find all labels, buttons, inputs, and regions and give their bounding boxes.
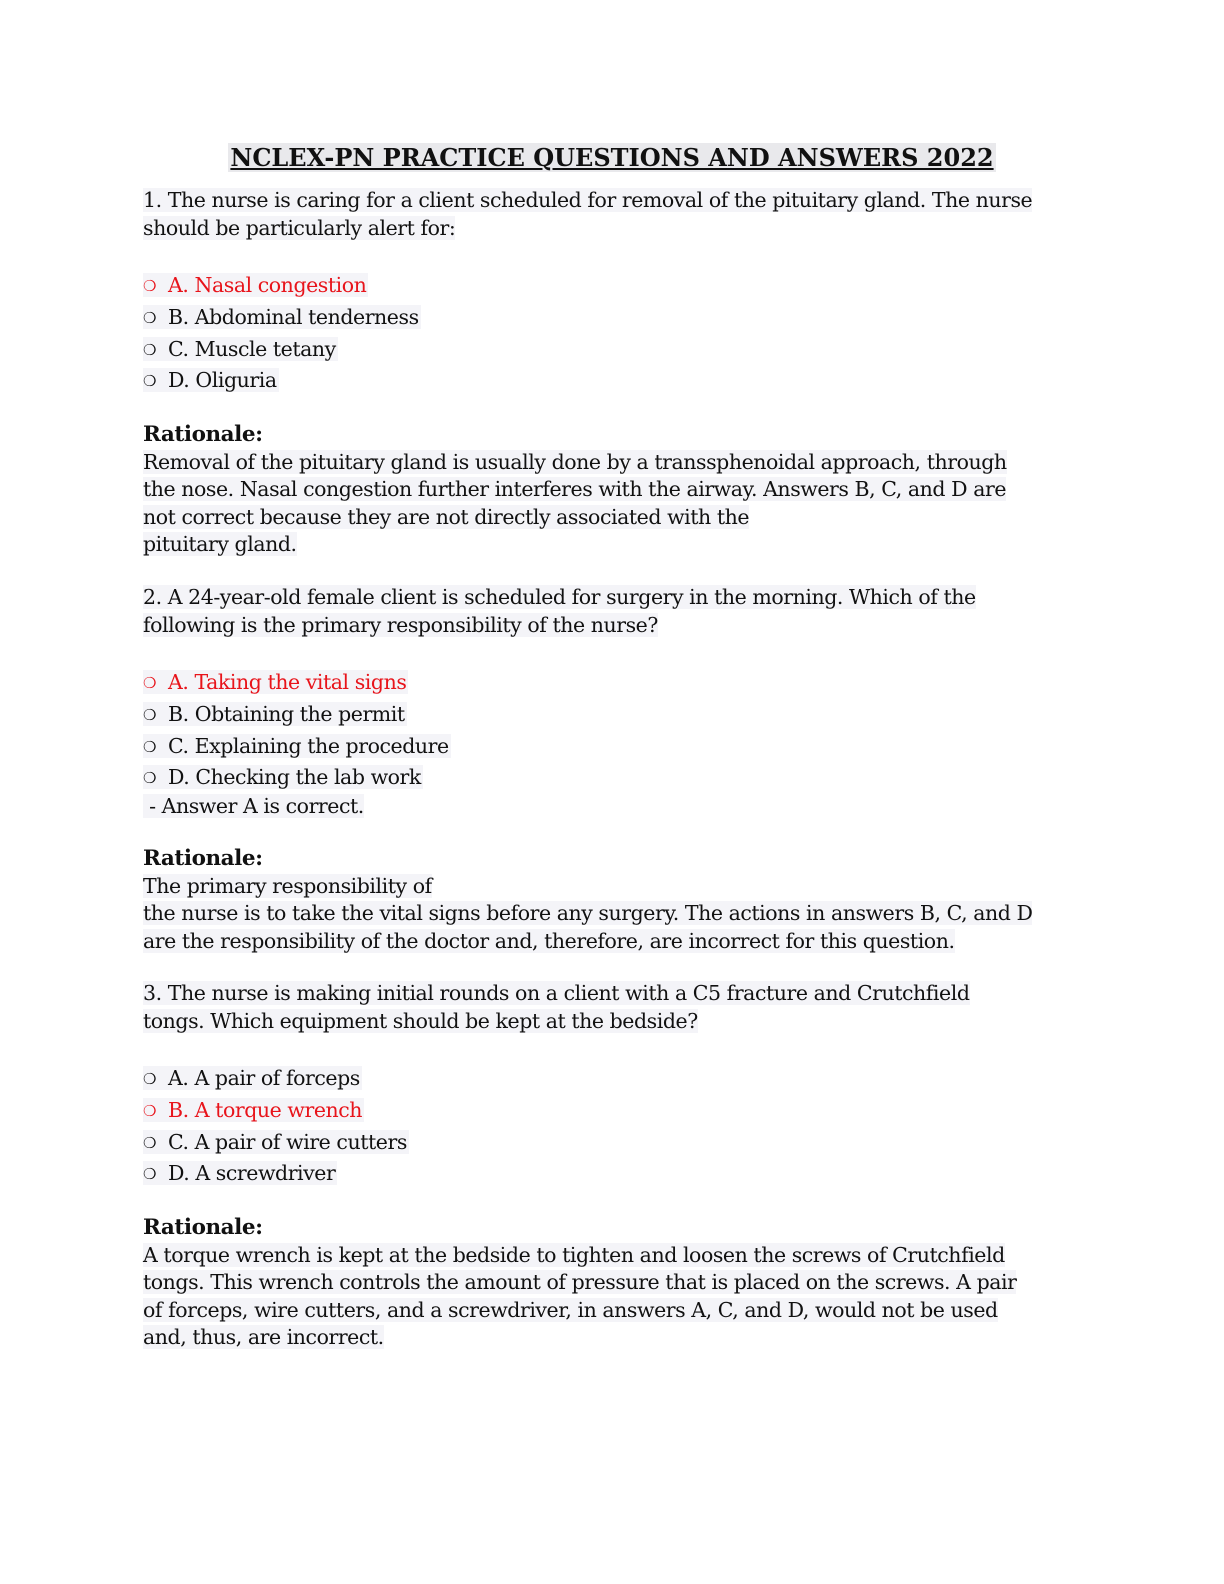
radio-circle-icon: ❍: [143, 340, 156, 359]
option-label: C. Explaining the procedure: [168, 733, 449, 758]
question-2-stem-line-1: 2. A 24-year-old female client is scheduled for surgery in the morning. Which of the: [143, 585, 976, 609]
radio-circle-icon: ❍: [143, 674, 156, 692]
radio-circle-icon: ❍: [143, 277, 156, 295]
option-label: B. Abdominal tenderness: [168, 304, 419, 329]
question-1-rationale: [143, 421, 1073, 559]
rationale-line: are the responsibility of the doctor and, therefore, are incorrect for this question.: [143, 928, 955, 953]
radio-circle-icon: ❍: [143, 737, 156, 756]
rationale-line: of forceps, wire cutters, and a screwdriver, in answers A, C, and D, would not be used: [143, 1297, 998, 1322]
question-2-stem-line-2: following is the primary responsibility of the nurse?: [143, 612, 658, 637]
question-2-option-d: [143, 762, 1073, 794]
option-label: C. Muscle tetany: [168, 336, 336, 361]
question-3-stem: [143, 980, 1073, 1035]
option-label: A. A pair of forceps: [168, 1066, 360, 1090]
question-2-stem: [143, 584, 1073, 639]
radio-circle-icon: ❍: [143, 705, 156, 724]
question-2-option-c: [143, 731, 1073, 763]
question-3-option-a: [143, 1063, 1073, 1095]
rationale-line: tongs. This wrench controls the amount of pressure that is placed on the screws. A pair: [143, 1270, 1017, 1294]
radio-circle-icon: ❍: [143, 372, 156, 391]
question-1-stem-line-2: should be particularly alert for:: [143, 215, 456, 240]
rationale-heading: Rationale:: [143, 1215, 263, 1240]
question-2-option-b: [143, 699, 1073, 731]
option-label: B. A torque wrench: [168, 1097, 363, 1122]
radio-circle-icon: ❍: [143, 1165, 156, 1184]
question-3-stem-line-1: 3. The nurse is making initial rounds on a client with a C5 fracture and Crutchfield: [143, 981, 970, 1005]
rationale-line: the nurse is to take the vital signs before any surgery. The actions in answers B, C, and D: [143, 901, 1033, 925]
option-label: D. A screwdriver: [168, 1161, 336, 1186]
question-3-options: [143, 1063, 1073, 1190]
question-1-options: [143, 270, 1073, 397]
question-1-stem: [143, 187, 1073, 242]
rationale-line: the nose. Nasal congestion further interferes with the airway. Answers B, C, and D are: [143, 477, 1007, 501]
page-title-text: NCLEX-PN PRACTICE QUESTIONS AND ANSWERS 2022: [230, 143, 994, 172]
question-3-stem-line-2: tongs. Which equipment should be kept at the bedside?: [143, 1008, 698, 1033]
radio-circle-icon: ❍: [143, 1133, 156, 1152]
rationale-line: pituitary gland.: [143, 532, 297, 556]
option-label: A. Nasal congestion: [168, 273, 367, 297]
option-label: C. A pair of wire cutters: [168, 1129, 407, 1154]
option-label: A. Taking the vital signs: [168, 670, 407, 694]
question-3-option-d: [143, 1158, 1073, 1190]
rationale-heading: Rationale:: [143, 846, 263, 871]
option-label: D. Oliguria: [168, 368, 277, 393]
option-label: D. Checking the lab work: [168, 765, 421, 790]
question-1-option-b: [143, 302, 1073, 334]
question-2-option-a: [143, 667, 1073, 699]
answer-note: - Answer A is correct.: [143, 794, 364, 819]
question-3-option-c: [143, 1127, 1073, 1159]
question-3-rationale: [143, 1214, 1073, 1352]
radio-circle-icon: ❍: [143, 769, 156, 788]
radio-circle-icon: ❍: [143, 308, 156, 327]
page-title: [0, 141, 1224, 175]
rationale-line: The primary responsibility of: [143, 873, 432, 898]
rationale-line: and, thus, are incorrect.: [143, 1325, 384, 1349]
rationale-line: not correct because they are not directly associated with the: [143, 504, 750, 529]
rationale-line: Removal of the pituitary gland is usually done by a transsphenoidal approach, through: [143, 449, 1007, 474]
question-1-stem-line-1: 1. The nurse is caring for a client scheduled for removal of the pituitary gland. The nurse: [143, 188, 1033, 212]
question-2-rationale: [143, 845, 1073, 955]
option-label: B. Obtaining the permit: [168, 701, 405, 726]
question-1-option-d: [143, 365, 1073, 397]
rationale-line: A torque wrench is kept at the bedside to tighten and loosen the screws of Crutchfield: [143, 1242, 1005, 1267]
question-1-option-c: [143, 334, 1073, 366]
question-2-options: [143, 667, 1073, 818]
question-1-option-a: [143, 270, 1073, 302]
radio-circle-icon: ❍: [143, 1070, 156, 1088]
question-3-option-b: [143, 1095, 1073, 1127]
rationale-heading: Rationale:: [143, 422, 263, 447]
radio-circle-icon: ❍: [143, 1101, 156, 1120]
